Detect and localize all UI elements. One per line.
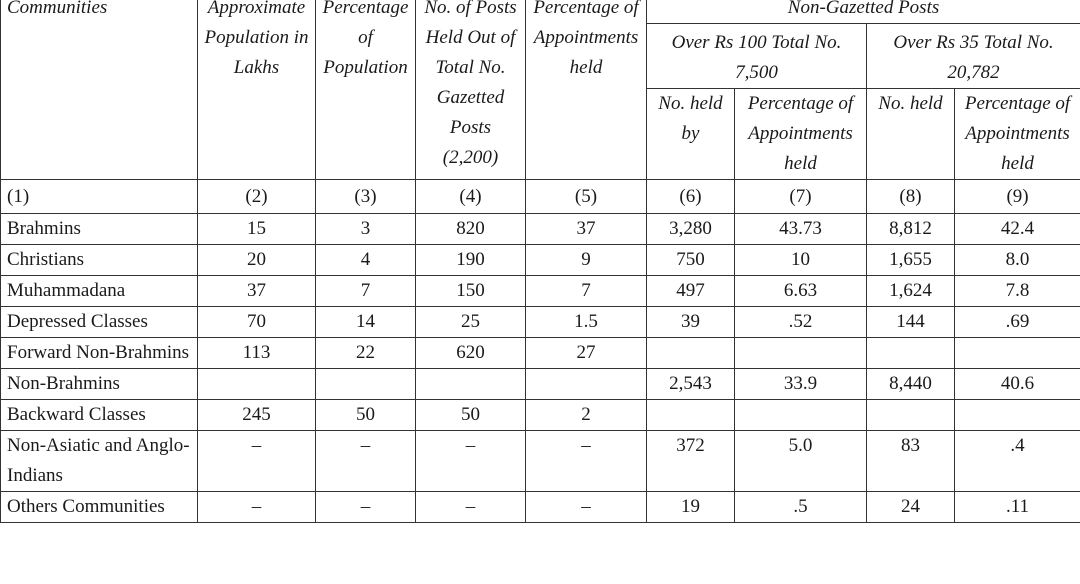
over100-pct-cell (735, 400, 867, 431)
over100-no-held-cell: 3,280 (647, 214, 735, 245)
community-name: Non-Asiatic and Anglo-Indians (1, 431, 198, 492)
table-row (1, 276, 1080, 307)
pct-appointments-cell: – (526, 431, 647, 492)
pct-appointments-cell: 7 (526, 276, 647, 307)
over35-pct-cell: 42.4 (955, 214, 1080, 245)
pct-population-cell: 7 (316, 276, 416, 307)
column-number: (5) (526, 180, 647, 214)
table-row (1, 400, 1080, 431)
pct-population-cell: – (316, 492, 416, 523)
pct-population-cell: 22 (316, 338, 416, 369)
community-name: Forward Non-Brahmins (1, 338, 198, 369)
over100-no-held-cell: 19 (647, 492, 735, 523)
population-cell: 70 (198, 307, 316, 338)
header-no-held: No. held (867, 89, 955, 180)
gazetted-posts-cell: 50 (416, 400, 526, 431)
gazetted-posts-cell: 190 (416, 245, 526, 276)
table-row (1, 245, 1080, 276)
community-name: Backward Classes (1, 400, 198, 431)
pct-population-cell: 3 (316, 214, 416, 245)
over100-no-held-cell: 750 (647, 245, 735, 276)
community-name: Christians (1, 245, 198, 276)
pct-appointments-cell: 1.5 (526, 307, 647, 338)
population-cell: 20 (198, 245, 316, 276)
table-row (1, 338, 1080, 369)
table-row (1, 214, 1080, 245)
gazetted-posts-cell (416, 369, 526, 400)
population-cell (198, 369, 316, 400)
over100-pct-cell: .5 (735, 492, 867, 523)
header-pct-appt-held-9: Percentage of Appointments held (955, 89, 1080, 180)
over35-no-held-cell: 1,624 (867, 276, 955, 307)
population-cell: 37 (198, 276, 316, 307)
over100-no-held-cell (647, 338, 735, 369)
over35-no-held-cell (867, 400, 955, 431)
over100-pct-cell: .52 (735, 307, 867, 338)
header-over-100: Over Rs 100 Total No. 7,500 (647, 24, 867, 89)
table-row (1, 492, 1080, 523)
table-row (1, 307, 1080, 338)
pct-population-cell: 4 (316, 245, 416, 276)
community-name: Others Communities (1, 492, 198, 523)
header-over-35: Over Rs 35 Total No. 20,782 (867, 24, 1080, 89)
table-row (1, 369, 1080, 400)
over35-no-held-cell: 8,812 (867, 214, 955, 245)
population-cell: 15 (198, 214, 316, 245)
community-name: Brahmins (1, 214, 198, 245)
pct-appointments-cell: 37 (526, 214, 647, 245)
population-cell: – (198, 431, 316, 492)
header-row-1 (1, 0, 1080, 24)
community-name: Depressed Classes (1, 307, 198, 338)
over35-pct-cell: 7.8 (955, 276, 1080, 307)
gazetted-posts-cell: – (416, 431, 526, 492)
column-number: (3) (316, 180, 416, 214)
over35-pct-cell: .11 (955, 492, 1080, 523)
column-number: (8) (867, 180, 955, 214)
over35-no-held-cell: 8,440 (867, 369, 955, 400)
column-number: (4) (416, 180, 526, 214)
table-body (1, 214, 1080, 523)
over100-no-held-cell (647, 400, 735, 431)
pct-population-cell (316, 369, 416, 400)
pct-population-cell: – (316, 431, 416, 492)
over35-no-held-cell (867, 338, 955, 369)
over100-pct-cell (735, 338, 867, 369)
over35-no-held-cell: 24 (867, 492, 955, 523)
column-number: (7) (735, 180, 867, 214)
column-number: (9) (955, 180, 1080, 214)
over100-pct-cell: 43.73 (735, 214, 867, 245)
over35-pct-cell: .69 (955, 307, 1080, 338)
gazetted-posts-cell: 150 (416, 276, 526, 307)
header-population: Approximate Population in Lakhs (198, 0, 316, 180)
header-pct-population: Percentage of Population (316, 0, 416, 180)
over35-no-held-cell: 1,655 (867, 245, 955, 276)
pct-appointments-cell: – (526, 492, 647, 523)
community-name: Non-Brahmins (1, 369, 198, 400)
over35-pct-cell (955, 338, 1080, 369)
pct-appointments-cell: 2 (526, 400, 647, 431)
community-name: Muhammadana (1, 276, 198, 307)
population-cell: 113 (198, 338, 316, 369)
pct-population-cell: 50 (316, 400, 416, 431)
over35-pct-cell: .4 (955, 431, 1080, 492)
over35-no-held-cell: 144 (867, 307, 955, 338)
over100-no-held-cell: 497 (647, 276, 735, 307)
over100-no-held-cell: 39 (647, 307, 735, 338)
header-pct-appt-held-7: Percentage of Appointments held (735, 89, 867, 180)
population-cell: 245 (198, 400, 316, 431)
header-gazetted-posts: No. of Posts Held Out of Total No. Gazetted Posts (2,200) (416, 0, 526, 180)
column-number-row (1, 180, 1080, 214)
gazetted-posts-cell: 620 (416, 338, 526, 369)
over100-pct-cell: 33.9 (735, 369, 867, 400)
over35-pct-cell: 40.6 (955, 369, 1080, 400)
pct-population-cell: 14 (316, 307, 416, 338)
table-row (1, 431, 1080, 492)
header-pct-appointments: Percentage of Appointments held (526, 0, 647, 180)
over100-pct-cell: 6.63 (735, 276, 867, 307)
population-cell: – (198, 492, 316, 523)
over35-no-held-cell: 83 (867, 431, 955, 492)
column-number: (1) (1, 180, 198, 214)
header-no-held-by: No. held by (647, 89, 735, 180)
pct-appointments-cell: 9 (526, 245, 647, 276)
pct-appointments-cell: 27 (526, 338, 647, 369)
gazetted-posts-cell: – (416, 492, 526, 523)
header-non-gazetted: Non-Gazetted Posts (647, 0, 1080, 24)
over100-pct-cell: 5.0 (735, 431, 867, 492)
column-number: (6) (647, 180, 735, 214)
over100-no-held-cell: 372 (647, 431, 735, 492)
pct-appointments-cell (526, 369, 647, 400)
gazetted-posts-cell: 820 (416, 214, 526, 245)
over100-no-held-cell: 2,543 (647, 369, 735, 400)
header-communities: Communities (1, 0, 198, 180)
over35-pct-cell (955, 400, 1080, 431)
column-number: (2) (198, 180, 316, 214)
over100-pct-cell: 10 (735, 245, 867, 276)
gazetted-posts-cell: 25 (416, 307, 526, 338)
over35-pct-cell: 8.0 (955, 245, 1080, 276)
